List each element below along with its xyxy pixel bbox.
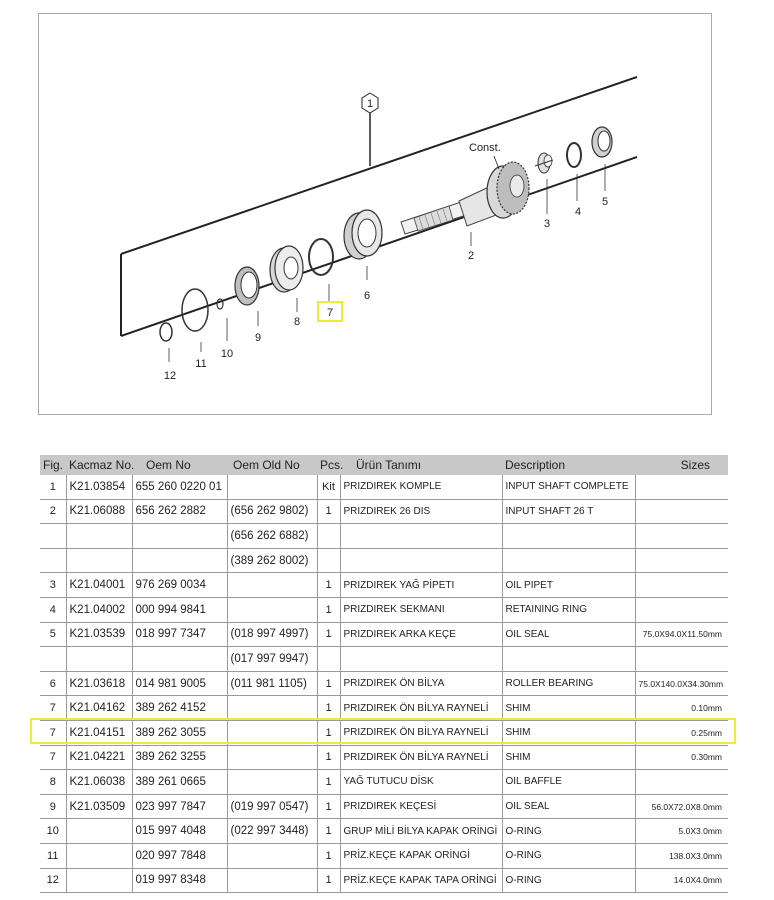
o-ring-small-part bbox=[217, 299, 223, 309]
header-pcs: Pcs. bbox=[317, 455, 340, 475]
row-description: OIL BAFFLE bbox=[502, 770, 635, 795]
row-pcs: 1 bbox=[317, 622, 340, 647]
callout-label: 10 bbox=[220, 348, 234, 360]
row-oem-old-no: (018 997 4997) bbox=[227, 622, 317, 647]
row-urun-tanimi: PRIZDIREK YAĞ PİPETI bbox=[340, 573, 502, 598]
table-row bbox=[40, 696, 728, 721]
row-oem-old-no bbox=[227, 573, 317, 598]
front-oil-seal-part bbox=[235, 267, 259, 305]
row-oem-no: 389 262 3055 bbox=[132, 720, 227, 745]
row-description: OIL SEAL bbox=[502, 794, 635, 819]
callout-label: 11 bbox=[195, 358, 207, 370]
row-fig: 7 bbox=[40, 745, 66, 770]
row-description: SHIM bbox=[502, 745, 635, 770]
row-oem-no: 020 997 7848 bbox=[132, 843, 227, 868]
parts-table bbox=[40, 455, 728, 893]
row-kacmaz-no bbox=[66, 524, 132, 549]
row-urun-tanimi: PRİZ.KEÇE KAPAK ORİNGİ bbox=[340, 843, 502, 868]
table-row bbox=[40, 499, 728, 524]
row-kacmaz-no: K21.06088 bbox=[66, 499, 132, 524]
row-pcs: 1 bbox=[317, 868, 340, 893]
row-size: 0.30mm bbox=[635, 745, 728, 770]
table-row bbox=[40, 770, 728, 795]
table-row bbox=[40, 573, 728, 598]
row-urun-tanimi: PRIZDIREK SEKMANI bbox=[340, 597, 502, 622]
row-kacmaz-no bbox=[66, 868, 132, 893]
row-size: 56.0X72.0X8.0mm bbox=[635, 794, 728, 819]
row-description: INPUT SHAFT 26 T bbox=[502, 499, 635, 524]
row-oem-old-no: (022 997 3448) bbox=[227, 819, 317, 844]
callout-label: 6 bbox=[363, 290, 371, 302]
row-oem-no bbox=[132, 548, 227, 573]
row-pcs: 1 bbox=[317, 794, 340, 819]
callout-label: 3 bbox=[543, 218, 551, 230]
row-oem-no: 014 981 9005 bbox=[132, 671, 227, 696]
row-fig bbox=[40, 548, 66, 573]
callout-label: 12 bbox=[163, 370, 177, 382]
row-urun-tanimi: PRIZDIREK ÖN BİLYA RAYNELİ bbox=[340, 696, 502, 721]
row-fig: 2 bbox=[40, 499, 66, 524]
row-oem-old-no bbox=[227, 745, 317, 770]
callout-label: 7 bbox=[326, 307, 334, 319]
row-fig: 7 bbox=[40, 720, 66, 745]
callout-label: 5 bbox=[601, 196, 609, 208]
row-pcs bbox=[317, 647, 340, 672]
row-fig: 12 bbox=[40, 868, 66, 893]
header-kacmaz-no: Kacmaz No. bbox=[66, 455, 132, 475]
row-kacmaz-no: K21.03854 bbox=[66, 475, 132, 499]
row-kacmaz-no bbox=[66, 819, 132, 844]
row-pcs: 1 bbox=[317, 573, 340, 598]
row-oem-old-no bbox=[227, 843, 317, 868]
row-urun-tanimi: PRIZDIREK KOMPLE bbox=[340, 475, 502, 499]
row-size: 0.10mm bbox=[635, 696, 728, 721]
row-description: SHIM bbox=[502, 696, 635, 721]
row-oem-old-no bbox=[227, 597, 317, 622]
callout-1-badge bbox=[362, 93, 378, 113]
row-pcs: 1 bbox=[317, 597, 340, 622]
row-fig: 5 bbox=[40, 622, 66, 647]
table-row bbox=[40, 819, 728, 844]
row-oem-no: 000 994 9841 bbox=[132, 597, 227, 622]
retaining-ring-part bbox=[567, 143, 581, 167]
exploded-diagram-frame bbox=[38, 13, 712, 415]
row-oem-no: 019 997 8348 bbox=[132, 868, 227, 893]
row-oem-no: 015 997 4048 bbox=[132, 819, 227, 844]
row-fig: 8 bbox=[40, 770, 66, 795]
table-row bbox=[40, 524, 728, 549]
row-kacmaz-no: K21.06038 bbox=[66, 770, 132, 795]
const-leader bbox=[494, 156, 499, 169]
row-pcs: 1 bbox=[317, 720, 340, 745]
callout-label: 9 bbox=[254, 332, 262, 344]
row-size bbox=[635, 499, 728, 524]
row-oem-old-no: (656 262 9802) bbox=[227, 499, 317, 524]
row-oem-no: 389 261 0665 bbox=[132, 770, 227, 795]
row-urun-tanimi: PRIZDIREK KEÇESİ bbox=[340, 794, 502, 819]
row-size bbox=[635, 647, 728, 672]
row-oem-old-no: (011 981 1105) bbox=[227, 671, 317, 696]
table-row bbox=[40, 843, 728, 868]
row-kacmaz-no: K21.04162 bbox=[66, 696, 132, 721]
row-oem-old-no: (389 262 8002) bbox=[227, 548, 317, 573]
row-description: INPUT SHAFT COMPLETE bbox=[502, 475, 635, 499]
row-urun-tanimi: PRIZDIREK ÖN BİLYA RAYNELİ bbox=[340, 745, 502, 770]
tapa-o-ring-part bbox=[160, 323, 172, 341]
row-urun-tanimi: GRUP MİLİ BİLYA KAPAK ORİNGİ bbox=[340, 819, 502, 844]
row-oem-old-no bbox=[227, 475, 317, 499]
row-size: 75.0X140.0X34.30mm bbox=[635, 671, 728, 696]
callout-label: 2 bbox=[467, 250, 475, 262]
row-oem-old-no bbox=[227, 868, 317, 893]
table-header-row bbox=[40, 455, 728, 475]
table-row bbox=[40, 548, 728, 573]
table-row bbox=[40, 745, 728, 770]
header-urun-tanimi: Ürün Tanımı bbox=[340, 455, 502, 475]
row-kacmaz-no bbox=[66, 548, 132, 573]
row-description: O-RING bbox=[502, 819, 635, 844]
header-oem-no: Oem No bbox=[132, 455, 227, 475]
row-urun-tanimi bbox=[340, 647, 502, 672]
row-oem-no: 655 260 0220 01 bbox=[132, 475, 227, 499]
row-size: 0.25mm bbox=[635, 720, 728, 745]
row-oem-no: 976 269 0034 bbox=[132, 573, 227, 598]
row-pcs: 1 bbox=[317, 745, 340, 770]
oil-pipet-part bbox=[535, 153, 553, 173]
row-fig bbox=[40, 524, 66, 549]
row-description: O-RING bbox=[502, 868, 635, 893]
row-oem-old-no bbox=[227, 696, 317, 721]
row-oem-old-no: (017 997 9947) bbox=[227, 647, 317, 672]
table-row bbox=[40, 671, 728, 696]
row-kacmaz-no bbox=[66, 843, 132, 868]
row-fig: 9 bbox=[40, 794, 66, 819]
header-fig: Fig. bbox=[40, 455, 66, 475]
row-pcs: Kit bbox=[317, 475, 340, 499]
row-oem-no: 023 997 7847 bbox=[132, 794, 227, 819]
row-oem-no bbox=[132, 524, 227, 549]
row-urun-tanimi: PRIZDIREK ARKA KEÇE bbox=[340, 622, 502, 647]
row-oem-old-no: (656 262 6882) bbox=[227, 524, 317, 549]
row-pcs: 1 bbox=[317, 696, 340, 721]
row-urun-tanimi: PRIZDIREK ÖN BİLYA bbox=[340, 671, 502, 696]
table-row bbox=[40, 794, 728, 819]
row-fig: 10 bbox=[40, 819, 66, 844]
row-pcs bbox=[317, 524, 340, 549]
shim-part bbox=[309, 239, 333, 275]
row-kacmaz-no: K21.04001 bbox=[66, 573, 132, 598]
row-kacmaz-no bbox=[66, 647, 132, 672]
table-row bbox=[40, 720, 728, 745]
row-description: SHIM bbox=[502, 720, 635, 745]
row-kacmaz-no: K21.03509 bbox=[66, 794, 132, 819]
row-kacmaz-no: K21.03618 bbox=[66, 671, 132, 696]
row-fig: 4 bbox=[40, 597, 66, 622]
input-shaft-part bbox=[401, 162, 529, 234]
oil-baffle-part bbox=[270, 246, 303, 292]
row-description bbox=[502, 548, 635, 573]
table-row bbox=[40, 868, 728, 893]
row-pcs: 1 bbox=[317, 819, 340, 844]
callout-leaders bbox=[169, 164, 605, 362]
table-row bbox=[40, 647, 728, 672]
row-description bbox=[502, 524, 635, 549]
table-row bbox=[40, 475, 728, 499]
rear-oil-seal-part bbox=[592, 127, 612, 157]
callout-label: 4 bbox=[574, 206, 582, 218]
row-size bbox=[635, 770, 728, 795]
row-pcs: 1 bbox=[317, 770, 340, 795]
row-pcs: 1 bbox=[317, 499, 340, 524]
row-urun-tanimi bbox=[340, 524, 502, 549]
row-fig: 1 bbox=[40, 475, 66, 499]
row-description: OIL SEAL bbox=[502, 622, 635, 647]
row-oem-no: 389 262 4152 bbox=[132, 696, 227, 721]
row-urun-tanimi: YAĞ TUTUCU DİSK bbox=[340, 770, 502, 795]
row-oem-no: 389 262 3255 bbox=[132, 745, 227, 770]
row-pcs bbox=[317, 548, 340, 573]
row-size: 5.0X3.0mm bbox=[635, 819, 728, 844]
row-urun-tanimi: PRİZ.KEÇE KAPAK TAPA ORİNGİ bbox=[340, 868, 502, 893]
row-kacmaz-no: K21.03539 bbox=[66, 622, 132, 647]
row-size: 14.0X4.0mm bbox=[635, 868, 728, 893]
row-urun-tanimi: PRIZDIREK 26 DIS bbox=[340, 499, 502, 524]
row-urun-tanimi bbox=[340, 548, 502, 573]
row-oem-no: 656 262 2882 bbox=[132, 499, 227, 524]
header-sizes: Sizes bbox=[635, 455, 728, 475]
row-fig: 3 bbox=[40, 573, 66, 598]
row-size bbox=[635, 524, 728, 549]
row-description: O-RING bbox=[502, 843, 635, 868]
header-description: Description bbox=[502, 455, 635, 475]
row-oem-no bbox=[132, 647, 227, 672]
row-oem-no: 018 997 7347 bbox=[132, 622, 227, 647]
table-row bbox=[40, 597, 728, 622]
row-fig: 11 bbox=[40, 843, 66, 868]
row-pcs: 1 bbox=[317, 671, 340, 696]
row-fig bbox=[40, 647, 66, 672]
row-size bbox=[635, 573, 728, 598]
callout-label: 8 bbox=[293, 316, 301, 328]
row-size bbox=[635, 548, 728, 573]
row-kacmaz-no: K21.04151 bbox=[66, 720, 132, 745]
callout-label: 1 bbox=[366, 98, 374, 110]
row-description: OIL PIPET bbox=[502, 573, 635, 598]
table-row bbox=[40, 622, 728, 647]
row-description: RETAINING RING bbox=[502, 597, 635, 622]
row-size bbox=[635, 597, 728, 622]
const-label: Const. bbox=[469, 142, 501, 154]
row-size: 138.0X3.0mm bbox=[635, 843, 728, 868]
parts-table-body bbox=[40, 475, 728, 893]
row-size bbox=[635, 475, 728, 499]
row-size: 75.0X94.0X11.50mm bbox=[635, 622, 728, 647]
row-fig: 6 bbox=[40, 671, 66, 696]
row-description bbox=[502, 647, 635, 672]
row-oem-old-no: (019 997 0547) bbox=[227, 794, 317, 819]
row-urun-tanimi: PRIZDIREK ÖN BİLYA RAYNELİ bbox=[340, 720, 502, 745]
row-kacmaz-no: K21.04221 bbox=[66, 745, 132, 770]
header-oem-old-no: Oem Old No bbox=[227, 455, 317, 475]
roller-bearing-part bbox=[344, 210, 382, 259]
row-kacmaz-no: K21.04002 bbox=[66, 597, 132, 622]
row-pcs: 1 bbox=[317, 843, 340, 868]
row-description: ROLLER BEARING bbox=[502, 671, 635, 696]
row-oem-old-no bbox=[227, 720, 317, 745]
exploded-parts-diagram bbox=[39, 14, 711, 414]
row-fig: 7 bbox=[40, 696, 66, 721]
row-oem-old-no bbox=[227, 770, 317, 795]
